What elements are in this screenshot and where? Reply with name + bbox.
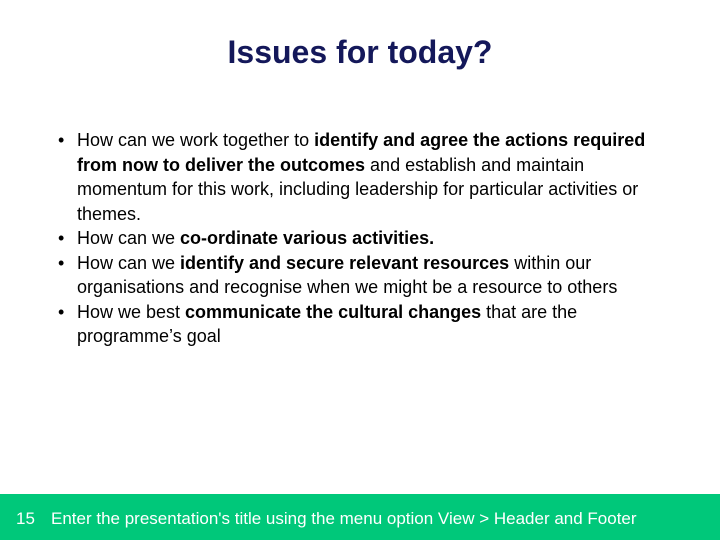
bullet-marker: • (58, 301, 65, 322)
footer-text: Enter the presentation's title using the menu option View > Header and Footer (51, 509, 637, 528)
bullet-text-bold: communicate the cultural changes (185, 301, 482, 322)
bullet-text: that are the programme’s goal (77, 301, 578, 346)
bullet-text-bold: co-ordinate various activities. (180, 228, 435, 248)
bullet-text: How we best (77, 301, 186, 322)
bullet-item (52, 300, 672, 349)
bullet-list (52, 128, 672, 349)
bullet-marker: • (58, 228, 65, 248)
bullet-text-bold: identify and agree the actions required from now to deliver the outcomes (77, 130, 646, 175)
bullet-text: How can we work together to (77, 130, 315, 150)
bullet-text: How can we (77, 228, 181, 248)
slide-number: 15 (16, 509, 35, 528)
footer-bar (0, 494, 720, 540)
bullet-text: and establish and maintain momentum for this work, including leadership for particular activities or themes. (77, 154, 639, 224)
bullet-text: within our organisations and recognise when we might be a resource to others (77, 252, 618, 297)
bullet-item (52, 251, 672, 300)
bullet-marker: • (58, 252, 65, 273)
bullet-item (52, 128, 672, 226)
bullet-marker: • (58, 130, 65, 150)
bullet-text-bold: identify and secure relevant resources (180, 252, 510, 273)
bullet-item (52, 226, 672, 251)
bullet-text: How can we (77, 252, 181, 273)
slide-title: Issues for today? (227, 34, 493, 70)
